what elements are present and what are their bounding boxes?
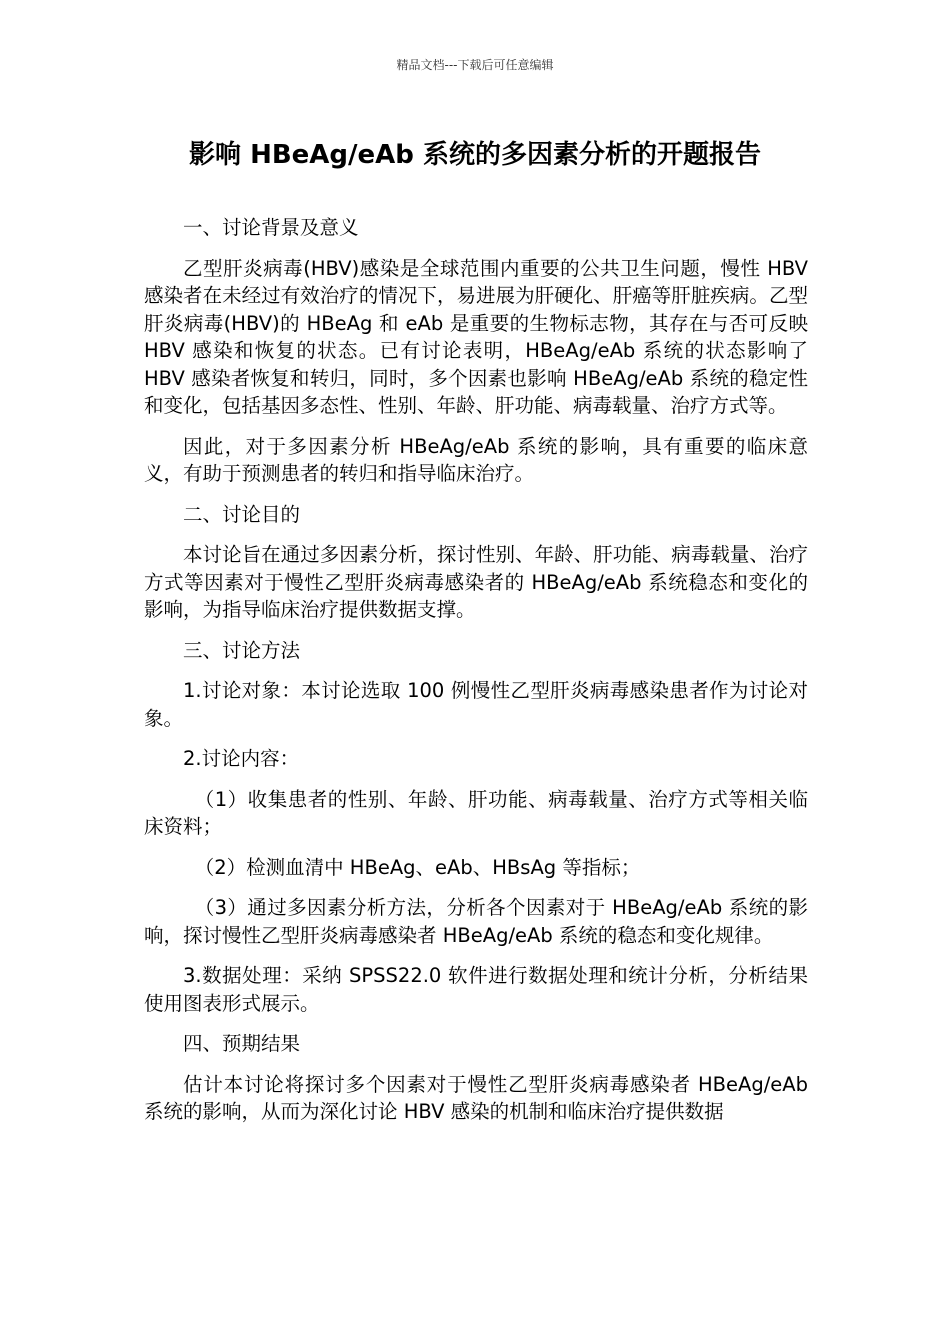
paragraph-data-processing: 3.数据处理：采纳 SPSS22.0 软件进行数据处理和统计分析，分析结果使用图表形式展示。 (144, 964, 808, 1015)
section-heading-background: 一、讨论背景及意义 (183, 216, 359, 239)
paragraph-expected-results: 估计本讨论将探讨多个因素对于慢性乙型肝炎病毒感染者 HBeAg/eAb 系统的影响，从而为深化讨论 HBV 感染的机制和临床治疗提供数据 (144, 1072, 808, 1123)
paragraph-background: 乙型肝炎病毒(HBV)感染是全球范围内重要的公共卫生问题，慢性 HBV 感染者在未经过有效治疗的情况下，易进展为肝硬化、肝癌等肝脏疾病。乙型肝炎病毒(HBV)的 HBeAg 和 eAb 是重要的生物标志物，其存在与否可反映 HBV 感染和恢复的状态。已有讨论表明，HBeAg/eAb 系统的状态影响了 HBV 感染者恢复和转归，同时，多个因素也影响 HBeAg/eAb 系统的稳定性和变化，包括基因多态性、性别、年龄、肝功能、病毒载量、治疗方式等。 (144, 256, 808, 417)
list-item-multifactor-analysis: （3）通过多因素分析方法，分析各个因素对于 HBeAg/eAb 系统的影响，探讨慢性乙型肝炎病毒感染者 HBeAg/eAb 系统的稳态和变化规律。 (144, 896, 808, 947)
list-item-collect-data: （1）收集患者的性别、年龄、肝功能、病毒载量、治疗方式等相关临床资料； (144, 787, 808, 838)
paragraph-significance: 因此，对于多因素分析 HBeAg/eAb 系统的影响，具有重要的临床意义，有助于预测患者的转归和指导临床治疗。 (144, 434, 808, 485)
list-item-detect-markers: （2）检测血清中 HBeAg、eAb、HBsAg 等指标； (194, 855, 641, 879)
section-heading-expected-results: 四、预期结果 (183, 1032, 301, 1055)
section-heading-methods: 三、讨论方法 (183, 638, 301, 662)
paragraph-content-heading: 2.讨论内容： (183, 747, 300, 770)
document-body (144, 214, 808, 1139)
header-note: 精品文档---下载后可任意编辑 (396, 58, 554, 72)
document-title: 影响 HBeAg/eAb 系统的多因素分析的开题报告 (189, 140, 761, 170)
paragraph-subjects: 1.讨论对象：本讨论选取 100 例慢性乙型肝炎病毒感染患者作为讨论对象。 (144, 679, 808, 730)
section-heading-purpose: 二、讨论目的 (183, 502, 301, 526)
paragraph-purpose: 本讨论旨在通过多因素分析，探讨性别、年龄、肝功能、病毒载量、治疗方式等因素对于慢性乙型肝炎病毒感染者的 HBeAg/eAb 系统稳态和变化的影响，为指导临床治疗提供数据支撑。 (144, 543, 808, 621)
